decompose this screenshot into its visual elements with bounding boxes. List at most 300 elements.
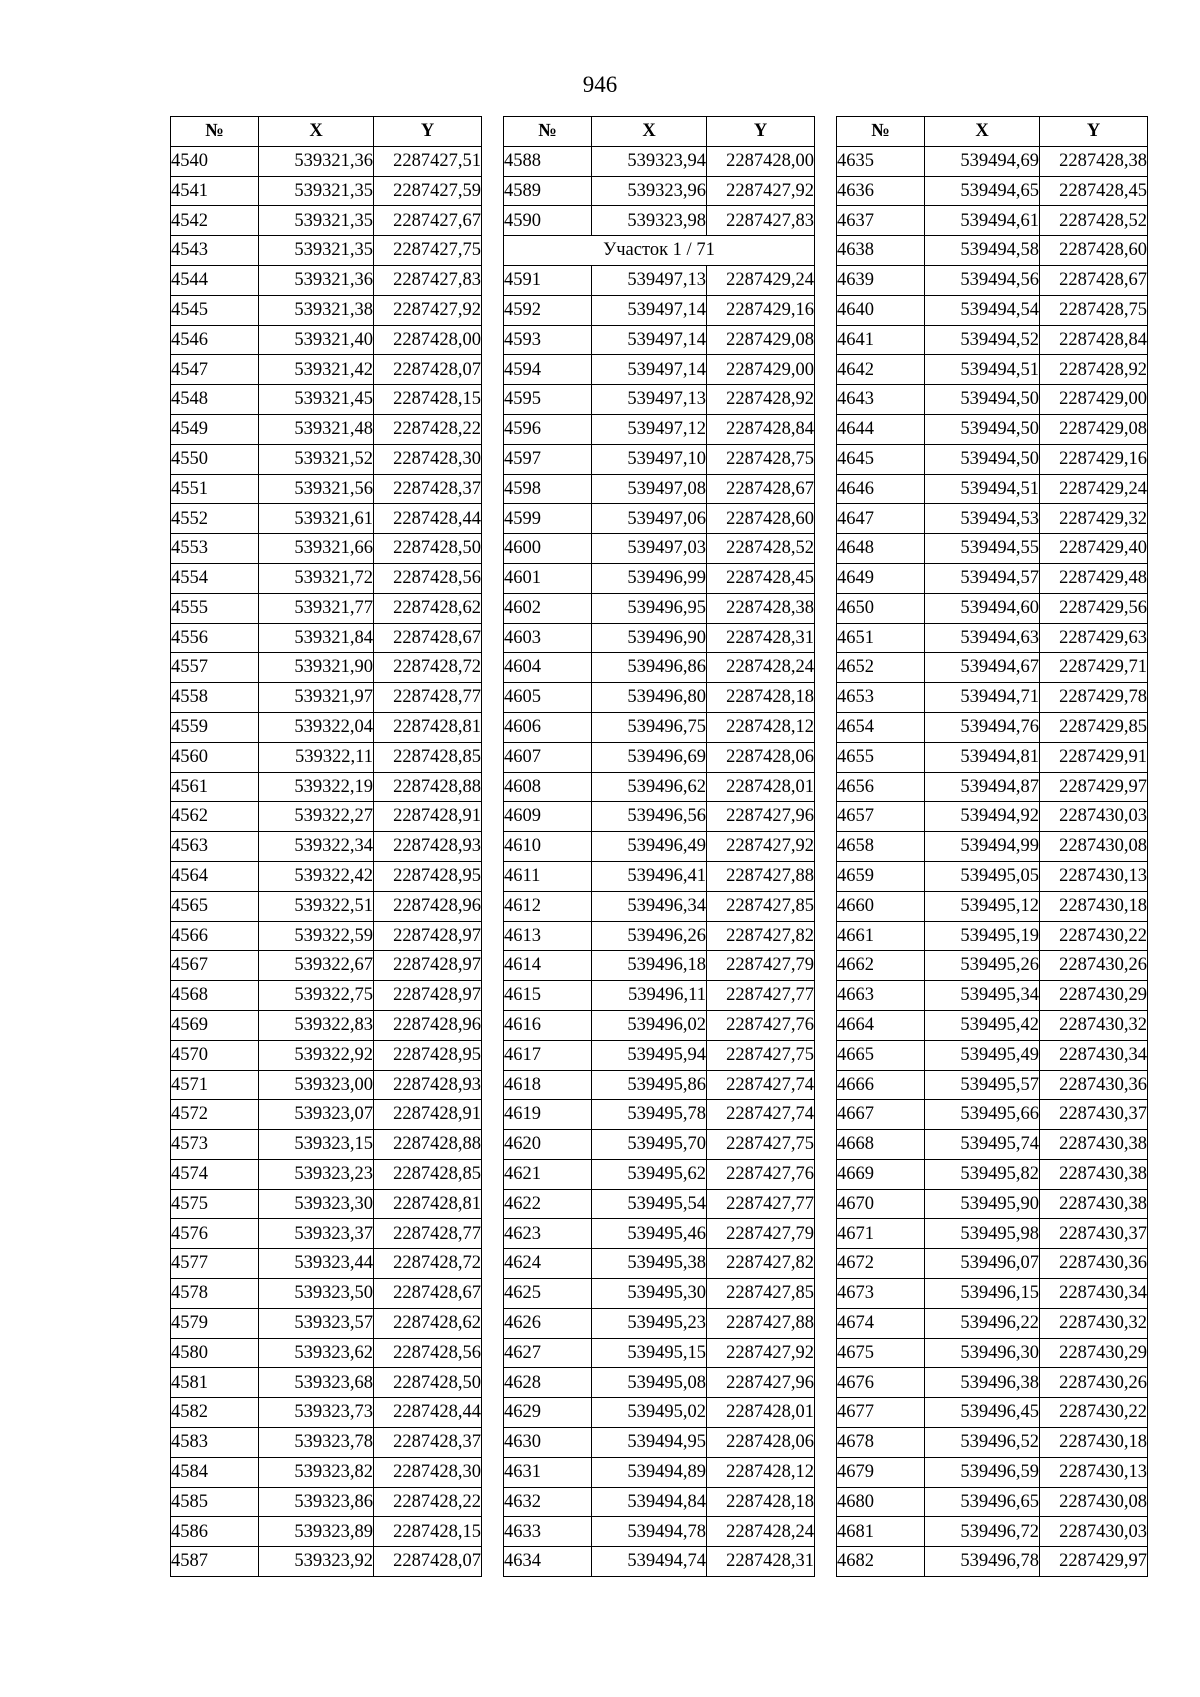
table-row xyxy=(837,1338,1148,1368)
point-number-cell: 4639 xyxy=(837,265,925,295)
point-number-cell: 4556 xyxy=(171,623,259,653)
x-coordinate-cell: 539495,19 xyxy=(925,921,1040,951)
header-x: X xyxy=(925,117,1040,147)
point-number-cell: 4624 xyxy=(504,1249,592,1279)
y-coordinate-cell: 2287427,79 xyxy=(707,1219,815,1249)
x-coordinate-cell: 539494,95 xyxy=(592,1428,707,1458)
point-number-cell: 4579 xyxy=(171,1308,259,1338)
x-coordinate-cell: 539496,22 xyxy=(925,1308,1040,1338)
table-row xyxy=(504,1308,815,1338)
x-coordinate-cell: 539321,90 xyxy=(259,653,374,683)
table-row xyxy=(504,325,815,355)
y-coordinate-cell: 2287427,96 xyxy=(707,802,815,832)
x-coordinate-cell: 539323,78 xyxy=(259,1428,374,1458)
point-number-cell: 4613 xyxy=(504,921,592,951)
header-y: Y xyxy=(707,117,815,147)
table-row xyxy=(504,444,815,474)
x-coordinate-cell: 539322,42 xyxy=(259,861,374,891)
x-coordinate-cell: 539494,53 xyxy=(925,504,1040,534)
table-row xyxy=(171,1219,482,1249)
table-row xyxy=(837,385,1148,415)
table-row xyxy=(837,1010,1148,1040)
page-number: 946 xyxy=(582,72,618,97)
x-coordinate-cell: 539496,02 xyxy=(592,1010,707,1040)
point-number-cell: 4593 xyxy=(504,325,592,355)
table-row xyxy=(171,951,482,981)
point-number-cell: 4561 xyxy=(171,772,259,802)
point-number-cell: 4678 xyxy=(837,1428,925,1458)
y-coordinate-cell: 2287429,56 xyxy=(1040,593,1148,623)
point-number-cell: 4651 xyxy=(837,623,925,653)
table-row xyxy=(837,1070,1148,1100)
point-number-cell: 4563 xyxy=(171,832,259,862)
point-number-cell: 4626 xyxy=(504,1308,592,1338)
x-coordinate-cell: 539496,11 xyxy=(592,981,707,1011)
table-row xyxy=(504,1428,815,1458)
x-coordinate-cell: 539321,35 xyxy=(259,206,374,236)
x-coordinate-cell: 539323,57 xyxy=(259,1308,374,1338)
y-coordinate-cell: 2287430,37 xyxy=(1040,1100,1148,1130)
y-coordinate-cell: 2287428,24 xyxy=(707,1517,815,1547)
point-number-cell: 4544 xyxy=(171,265,259,295)
table-row xyxy=(837,146,1148,176)
x-coordinate-cell: 539496,59 xyxy=(925,1457,1040,1487)
y-coordinate-cell: 2287428,37 xyxy=(374,1428,482,1458)
point-number-cell: 4582 xyxy=(171,1398,259,1428)
y-coordinate-cell: 2287428,37 xyxy=(374,474,482,504)
x-coordinate-cell: 539323,44 xyxy=(259,1249,374,1279)
point-number-cell: 4662 xyxy=(837,951,925,981)
x-coordinate-cell: 539321,66 xyxy=(259,534,374,564)
table-row xyxy=(837,1487,1148,1517)
point-number-cell: 4653 xyxy=(837,683,925,713)
table-row xyxy=(504,921,815,951)
x-coordinate-cell: 539497,06 xyxy=(592,504,707,534)
point-number-cell: 4559 xyxy=(171,712,259,742)
x-coordinate-cell: 539494,58 xyxy=(925,236,1040,266)
table-row xyxy=(504,683,815,713)
point-number-cell: 4665 xyxy=(837,1040,925,1070)
table-row xyxy=(837,1100,1148,1130)
point-number-cell: 4631 xyxy=(504,1457,592,1487)
point-number-cell: 4541 xyxy=(171,176,259,206)
y-coordinate-cell: 2287428,81 xyxy=(374,1189,482,1219)
y-coordinate-cell: 2287430,22 xyxy=(1040,921,1148,951)
y-coordinate-cell: 2287428,45 xyxy=(1040,176,1148,206)
y-coordinate-cell: 2287430,29 xyxy=(1040,1338,1148,1368)
table-row xyxy=(504,1010,815,1040)
y-coordinate-cell: 2287429,71 xyxy=(1040,653,1148,683)
y-coordinate-cell: 2287427,77 xyxy=(707,981,815,1011)
table-row xyxy=(171,236,482,266)
x-coordinate-cell: 539494,89 xyxy=(592,1457,707,1487)
x-coordinate-cell: 539495,26 xyxy=(925,951,1040,981)
y-coordinate-cell: 2287429,00 xyxy=(707,355,815,385)
point-number-cell: 4599 xyxy=(504,504,592,534)
point-number-cell: 4586 xyxy=(171,1517,259,1547)
table-row xyxy=(837,1308,1148,1338)
point-number-cell: 4669 xyxy=(837,1159,925,1189)
point-number-cell: 4652 xyxy=(837,653,925,683)
table-row xyxy=(837,1130,1148,1160)
x-coordinate-cell: 539496,38 xyxy=(925,1368,1040,1398)
point-number-cell: 4573 xyxy=(171,1130,259,1160)
table-row xyxy=(171,832,482,862)
point-number-cell: 4585 xyxy=(171,1487,259,1517)
table-row xyxy=(504,385,815,415)
y-coordinate-cell: 2287427,75 xyxy=(707,1040,815,1070)
x-coordinate-cell: 539321,52 xyxy=(259,444,374,474)
point-number-cell: 4638 xyxy=(837,236,925,266)
table-row xyxy=(171,712,482,742)
x-coordinate-cell: 539321,84 xyxy=(259,623,374,653)
x-coordinate-cell: 539322,51 xyxy=(259,891,374,921)
y-coordinate-cell: 2287430,38 xyxy=(1040,1189,1148,1219)
y-coordinate-cell: 2287427,75 xyxy=(374,236,482,266)
table-row xyxy=(504,1159,815,1189)
table-row xyxy=(504,1517,815,1547)
y-coordinate-cell: 2287428,97 xyxy=(374,951,482,981)
x-coordinate-cell: 539495,02 xyxy=(592,1398,707,1428)
x-coordinate-cell: 539321,45 xyxy=(259,385,374,415)
y-coordinate-cell: 2287428,30 xyxy=(374,444,482,474)
y-coordinate-cell: 2287428,77 xyxy=(374,1219,482,1249)
table-row xyxy=(837,772,1148,802)
point-number-cell: 4568 xyxy=(171,981,259,1011)
x-coordinate-cell: 539323,73 xyxy=(259,1398,374,1428)
table-row xyxy=(837,295,1148,325)
table-row xyxy=(504,355,815,385)
table-row xyxy=(504,623,815,653)
point-number-cell: 4630 xyxy=(504,1428,592,1458)
header-row xyxy=(171,117,482,147)
point-number-cell: 4580 xyxy=(171,1338,259,1368)
x-coordinate-cell: 539323,37 xyxy=(259,1219,374,1249)
y-coordinate-cell: 2287429,00 xyxy=(1040,385,1148,415)
point-number-cell: 4636 xyxy=(837,176,925,206)
y-coordinate-cell: 2287428,96 xyxy=(374,1010,482,1040)
table-row xyxy=(504,653,815,683)
x-coordinate-cell: 539496,45 xyxy=(925,1398,1040,1428)
x-coordinate-cell: 539496,30 xyxy=(925,1338,1040,1368)
table-row xyxy=(171,1547,482,1577)
table-row xyxy=(504,742,815,772)
y-coordinate-cell: 2287430,22 xyxy=(1040,1398,1148,1428)
y-coordinate-cell: 2287428,31 xyxy=(707,623,815,653)
table-row xyxy=(504,861,815,891)
x-coordinate-cell: 539322,11 xyxy=(259,742,374,772)
point-number-cell: 4637 xyxy=(837,206,925,236)
table-row xyxy=(504,1398,815,1428)
header-row xyxy=(504,117,815,147)
point-number-cell: 4602 xyxy=(504,593,592,623)
y-coordinate-cell: 2287428,67 xyxy=(1040,265,1148,295)
y-coordinate-cell: 2287428,06 xyxy=(707,1428,815,1458)
point-number-cell: 4578 xyxy=(171,1279,259,1309)
point-number-cell: 4629 xyxy=(504,1398,592,1428)
y-coordinate-cell: 2287428,75 xyxy=(1040,295,1148,325)
table-row xyxy=(837,861,1148,891)
table-row xyxy=(837,414,1148,444)
point-number-cell: 4564 xyxy=(171,861,259,891)
table-row xyxy=(171,1368,482,1398)
point-number-cell: 4617 xyxy=(504,1040,592,1070)
point-number-cell: 4622 xyxy=(504,1189,592,1219)
point-number-cell: 4577 xyxy=(171,1249,259,1279)
y-coordinate-cell: 2287428,72 xyxy=(374,1249,482,1279)
y-coordinate-cell: 2287428,95 xyxy=(374,861,482,891)
x-coordinate-cell: 539496,95 xyxy=(592,593,707,623)
table-row xyxy=(837,653,1148,683)
table-row xyxy=(504,534,815,564)
table-row xyxy=(837,176,1148,206)
x-coordinate-cell: 539321,35 xyxy=(259,236,374,266)
x-coordinate-cell: 539497,12 xyxy=(592,414,707,444)
y-coordinate-cell: 2287428,38 xyxy=(1040,146,1148,176)
x-coordinate-cell: 539495,42 xyxy=(925,1010,1040,1040)
table-row xyxy=(504,1070,815,1100)
y-coordinate-cell: 2287428,18 xyxy=(707,1487,815,1517)
x-coordinate-cell: 539494,51 xyxy=(925,355,1040,385)
point-number-cell: 4621 xyxy=(504,1159,592,1189)
x-coordinate-cell: 539323,00 xyxy=(259,1070,374,1100)
table-row xyxy=(171,504,482,534)
point-number-cell: 4590 xyxy=(504,206,592,236)
table-row xyxy=(837,325,1148,355)
y-coordinate-cell: 2287428,12 xyxy=(707,712,815,742)
y-coordinate-cell: 2287428,31 xyxy=(707,1547,815,1577)
point-number-cell: 4649 xyxy=(837,563,925,593)
table-row xyxy=(504,1130,815,1160)
x-coordinate-cell: 539496,15 xyxy=(925,1279,1040,1309)
point-number-cell: 4557 xyxy=(171,653,259,683)
table-row xyxy=(837,832,1148,862)
x-coordinate-cell: 539323,62 xyxy=(259,1338,374,1368)
point-number-cell: 4627 xyxy=(504,1338,592,1368)
table-row xyxy=(171,1159,482,1189)
point-number-cell: 4584 xyxy=(171,1457,259,1487)
table-row xyxy=(171,593,482,623)
point-number-cell: 4647 xyxy=(837,504,925,534)
table-row xyxy=(504,1457,815,1487)
y-coordinate-cell: 2287428,50 xyxy=(374,534,482,564)
point-number-cell: 4681 xyxy=(837,1517,925,1547)
table-row xyxy=(171,1100,482,1130)
y-coordinate-cell: 2287428,22 xyxy=(374,414,482,444)
table-row xyxy=(837,1040,1148,1070)
x-coordinate-cell: 539497,08 xyxy=(592,474,707,504)
y-coordinate-cell: 2287430,34 xyxy=(1040,1040,1148,1070)
y-coordinate-cell: 2287429,32 xyxy=(1040,504,1148,534)
x-coordinate-cell: 539497,13 xyxy=(592,265,707,295)
y-coordinate-cell: 2287427,74 xyxy=(707,1100,815,1130)
x-coordinate-cell: 539496,41 xyxy=(592,861,707,891)
x-coordinate-cell: 539494,69 xyxy=(925,146,1040,176)
table-row xyxy=(504,832,815,862)
table-row xyxy=(171,1130,482,1160)
table-row xyxy=(171,1428,482,1458)
point-number-cell: 4581 xyxy=(171,1368,259,1398)
y-coordinate-cell: 2287428,67 xyxy=(374,1279,482,1309)
y-coordinate-cell: 2287427,83 xyxy=(374,265,482,295)
x-coordinate-cell: 539495,98 xyxy=(925,1219,1040,1249)
point-number-cell: 4560 xyxy=(171,742,259,772)
y-coordinate-cell: 2287427,88 xyxy=(707,861,815,891)
x-coordinate-cell: 539496,18 xyxy=(592,951,707,981)
y-coordinate-cell: 2287429,24 xyxy=(1040,474,1148,504)
x-coordinate-cell: 539322,34 xyxy=(259,832,374,862)
y-coordinate-cell: 2287428,77 xyxy=(374,683,482,713)
x-coordinate-cell: 539322,75 xyxy=(259,981,374,1011)
table-row xyxy=(837,683,1148,713)
point-number-cell: 4574 xyxy=(171,1159,259,1189)
x-coordinate-cell: 539496,56 xyxy=(592,802,707,832)
y-coordinate-cell: 2287428,30 xyxy=(374,1457,482,1487)
y-coordinate-cell: 2287429,85 xyxy=(1040,712,1148,742)
x-coordinate-cell: 539495,90 xyxy=(925,1189,1040,1219)
y-coordinate-cell: 2287428,50 xyxy=(374,1368,482,1398)
point-number-cell: 4549 xyxy=(171,414,259,444)
point-number-cell: 4547 xyxy=(171,355,259,385)
table-row xyxy=(504,1368,815,1398)
table-row xyxy=(837,1159,1148,1189)
point-number-cell: 4620 xyxy=(504,1130,592,1160)
x-coordinate-cell: 539323,92 xyxy=(259,1547,374,1577)
y-coordinate-cell: 2287427,76 xyxy=(707,1010,815,1040)
x-coordinate-cell: 539494,50 xyxy=(925,385,1040,415)
y-coordinate-cell: 2287430,32 xyxy=(1040,1010,1148,1040)
x-coordinate-cell: 539494,55 xyxy=(925,534,1040,564)
point-number-cell: 4587 xyxy=(171,1547,259,1577)
y-coordinate-cell: 2287428,96 xyxy=(374,891,482,921)
point-number-cell: 4625 xyxy=(504,1279,592,1309)
table-row xyxy=(504,206,815,236)
y-coordinate-cell: 2287430,18 xyxy=(1040,1428,1148,1458)
y-coordinate-cell: 2287428,07 xyxy=(374,355,482,385)
y-coordinate-cell: 2287428,44 xyxy=(374,504,482,534)
point-number-cell: 4588 xyxy=(504,146,592,176)
x-coordinate-cell: 539494,54 xyxy=(925,295,1040,325)
x-coordinate-cell: 539496,75 xyxy=(592,712,707,742)
point-number-cell: 4611 xyxy=(504,861,592,891)
table-row xyxy=(504,1249,815,1279)
y-coordinate-cell: 2287428,97 xyxy=(374,981,482,1011)
x-coordinate-cell: 539495,78 xyxy=(592,1100,707,1130)
y-coordinate-cell: 2287428,67 xyxy=(374,623,482,653)
y-coordinate-cell: 2287428,84 xyxy=(707,414,815,444)
x-coordinate-cell: 539496,90 xyxy=(592,623,707,653)
x-coordinate-cell: 539497,14 xyxy=(592,325,707,355)
y-coordinate-cell: 2287430,38 xyxy=(1040,1130,1148,1160)
x-coordinate-cell: 539496,72 xyxy=(925,1517,1040,1547)
point-number-cell: 4619 xyxy=(504,1100,592,1130)
x-coordinate-cell: 539496,26 xyxy=(592,921,707,951)
y-coordinate-cell: 2287428,91 xyxy=(374,802,482,832)
x-coordinate-cell: 539494,67 xyxy=(925,653,1040,683)
point-number-cell: 4600 xyxy=(504,534,592,564)
x-coordinate-cell: 539323,15 xyxy=(259,1130,374,1160)
point-number-cell: 4558 xyxy=(171,683,259,713)
point-number-cell: 4548 xyxy=(171,385,259,415)
table-row xyxy=(504,1219,815,1249)
table-row xyxy=(504,176,815,206)
x-coordinate-cell: 539495,30 xyxy=(592,1279,707,1309)
x-coordinate-cell: 539321,56 xyxy=(259,474,374,504)
y-coordinate-cell: 2287427,51 xyxy=(374,146,482,176)
table-row xyxy=(837,742,1148,772)
point-number-cell: 4643 xyxy=(837,385,925,415)
table-row xyxy=(171,742,482,772)
table-row xyxy=(837,951,1148,981)
table-row xyxy=(171,1308,482,1338)
y-coordinate-cell: 2287427,76 xyxy=(707,1159,815,1189)
y-coordinate-cell: 2287429,91 xyxy=(1040,742,1148,772)
point-number-cell: 4543 xyxy=(171,236,259,266)
header-y: Y xyxy=(374,117,482,147)
table-row xyxy=(171,891,482,921)
y-coordinate-cell: 2287427,77 xyxy=(707,1189,815,1219)
y-coordinate-cell: 2287428,81 xyxy=(374,712,482,742)
point-number-cell: 4603 xyxy=(504,623,592,653)
x-coordinate-cell: 539495,05 xyxy=(925,861,1040,891)
point-number-cell: 4633 xyxy=(504,1517,592,1547)
point-number-cell: 4570 xyxy=(171,1040,259,1070)
point-number-cell: 4553 xyxy=(171,534,259,564)
y-coordinate-cell: 2287428,92 xyxy=(1040,355,1148,385)
x-coordinate-cell: 539495,66 xyxy=(925,1100,1040,1130)
x-coordinate-cell: 539494,99 xyxy=(925,832,1040,862)
y-coordinate-cell: 2287427,92 xyxy=(707,176,815,206)
point-number-cell: 4552 xyxy=(171,504,259,534)
y-coordinate-cell: 2287428,15 xyxy=(374,1517,482,1547)
point-number-cell: 4666 xyxy=(837,1070,925,1100)
table-row xyxy=(504,1189,815,1219)
table-row xyxy=(837,1219,1148,1249)
y-coordinate-cell: 2287428,44 xyxy=(374,1398,482,1428)
table-row xyxy=(837,593,1148,623)
point-number-cell: 4614 xyxy=(504,951,592,981)
table-row xyxy=(504,891,815,921)
table-row xyxy=(171,414,482,444)
x-coordinate-cell: 539495,86 xyxy=(592,1070,707,1100)
y-coordinate-cell: 2287430,29 xyxy=(1040,981,1148,1011)
y-coordinate-cell: 2287427,92 xyxy=(707,1338,815,1368)
y-coordinate-cell: 2287430,03 xyxy=(1040,802,1148,832)
point-number-cell: 4673 xyxy=(837,1279,925,1309)
table-row xyxy=(171,1398,482,1428)
point-number-cell: 4571 xyxy=(171,1070,259,1100)
point-number-cell: 4661 xyxy=(837,921,925,951)
point-number-cell: 4607 xyxy=(504,742,592,772)
header-number: № xyxy=(837,117,925,147)
x-coordinate-cell: 539495,12 xyxy=(925,891,1040,921)
y-coordinate-cell: 2287427,92 xyxy=(707,832,815,862)
x-coordinate-cell: 539322,27 xyxy=(259,802,374,832)
y-coordinate-cell: 2287429,08 xyxy=(1040,414,1148,444)
x-coordinate-cell: 539497,14 xyxy=(592,295,707,325)
point-number-cell: 4680 xyxy=(837,1487,925,1517)
point-number-cell: 4572 xyxy=(171,1100,259,1130)
y-coordinate-cell: 2287430,13 xyxy=(1040,861,1148,891)
y-coordinate-cell: 2287428,60 xyxy=(1040,236,1148,266)
x-coordinate-cell: 539496,99 xyxy=(592,563,707,593)
table-row xyxy=(504,563,815,593)
y-coordinate-cell: 2287430,08 xyxy=(1040,832,1148,862)
y-coordinate-cell: 2287428,22 xyxy=(374,1487,482,1517)
x-coordinate-cell: 539323,98 xyxy=(592,206,707,236)
point-number-cell: 4596 xyxy=(504,414,592,444)
y-coordinate-cell: 2287429,97 xyxy=(1040,1547,1148,1577)
